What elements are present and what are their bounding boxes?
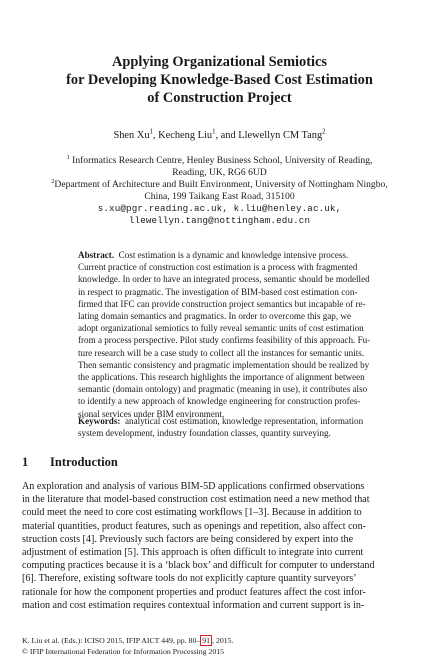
body-line: computing practices because it is a ‘black box’ and difficult for computer to understand — [22, 560, 375, 572]
affiliation-line: $^2$Department of Architecture and Built Environment, University of Nottingham Ningbo, — [51, 177, 388, 190]
body-line: material quantities, product features, such as openings and repetition, also affect con- — [22, 520, 367, 532]
body-line: struction costs [4]. Previously such factors are being considered by expert into the — [22, 533, 354, 545]
section-number: 1 — [22, 455, 29, 469]
abstract-line: Then semantic consistency and pragmatic implementation should be realized by — [78, 359, 370, 370]
title-line: Applying Organizational Semiotics — [111, 54, 328, 70]
abstract-line: to identify a new approach of knowledge engineering for construction profes- — [78, 396, 361, 407]
abstract-label: Abstract. — [78, 250, 115, 260]
author-name: Kecheng Liu — [158, 130, 213, 141]
email-line[interactable]: s.xu@pgr.reading.ac.uk, k.liu@henley.ac.uk, — [97, 203, 342, 214]
affiliation-1 — [30, 155, 409, 179]
abstract — [78, 249, 371, 420]
affiliation-marker: 1 — [212, 128, 216, 136]
abstract-line: Current practice of construction cost estimation is a process with fragmented — [78, 262, 358, 273]
citation-text: , 2015. — [212, 636, 234, 645]
abstract-line: semantic (domain ontology) and pragmatic (meaning in use), it contributes also — [78, 384, 368, 395]
section-heading — [22, 455, 118, 470]
body-line: adjustment of estimation [5]. This approach is often difficult to integrate into current — [22, 547, 364, 559]
email-line[interactable]: llewellyn.tang@nottingham.edu.cn — [128, 215, 311, 226]
author-separator: , and — [215, 130, 239, 141]
body-line: could meet the need to core cost estimating workflows [1–3]. Because in addition to — [22, 507, 362, 519]
footer — [22, 636, 234, 657]
title-line: for Developing Knowledge-Based Cost Estimation — [66, 72, 373, 88]
keywords — [78, 415, 362, 439]
affiliation-marker: 2 — [322, 128, 326, 136]
affiliation-marker: 1 — [149, 128, 153, 136]
abstract-line: in respect to pragmatic. The investigation of BIM-based cost estimation con- — [78, 286, 358, 297]
affiliation-line: China, 199 Taikang East Road, 315100 — [144, 191, 295, 202]
copyright-line: © IFIP International Federation for Information Processing 2015 — [22, 646, 225, 656]
body-line: An exploration and analysis of various BIM-5D applications confirmed observations — [22, 481, 365, 492]
affiliation-marker: 2 — [51, 177, 55, 185]
paper-title — [40, 53, 399, 107]
abstract-line: Cost estimation is a dynamic and knowledge intensive process. — [118, 250, 349, 260]
body-line: [6]. Therefore, existing software tools do not explicitly capture quantity surveyors’ — [22, 573, 357, 585]
affiliation-2 — [30, 179, 409, 227]
keywords-line: analytical cost estimation, knowledge representation, information — [124, 416, 364, 426]
affiliation-marker: 1 — [66, 153, 70, 161]
abstract-line: knowledge. In order to have an integrated process, semantic should be modelled — [78, 274, 370, 285]
section-title: Introduction — [50, 455, 118, 469]
abstract-line: the applications. This research highlights the importance of alignment between — [78, 372, 365, 383]
author-name: Llewellyn CM Tang — [238, 130, 323, 141]
abstract-line: adopt organizational semiotics to fully reveal semantic units of cost estimation — [78, 323, 364, 334]
abstract-line: from a process perspective. Pilot study confirms feasibility of this approach. Fu- — [78, 335, 371, 346]
citation-text: K. Liu et al. (Eds.): ICISO 2015, IFIP AICT 449, pp. 80– — [22, 636, 201, 645]
body-line: mation and cost estimation requires contextual information and current support is in- — [22, 599, 365, 611]
abstract-line: firmed that IFC can provide construction project semantics but incapable of re- — [78, 298, 366, 309]
author-name: Shen Xu — [113, 130, 150, 141]
abstract-line: lating domain semantics and pragmatics. In order to overcome this gap, we — [78, 311, 351, 322]
author-separator: , — [152, 130, 159, 141]
keywords-line: system development, industry foundation classes, quantity surveying. — [78, 428, 331, 439]
title-line: of Construction Project — [147, 90, 292, 106]
keywords-label: Keywords: — [78, 416, 121, 426]
body-line: rationale for how the component properties and product features affect the cost infor- — [22, 586, 366, 598]
abstract-line: sional services under BIM environment. — [78, 408, 225, 419]
body-text — [22, 480, 418, 612]
abstract-line: ture research will be a case study to collect all the instances for semantic units. — [78, 347, 365, 358]
page-link[interactable]: 91 — [202, 636, 211, 645]
affiliation-line: $^1$ Informatics Research Centre, Henley Business School, University of Reading, — [66, 153, 373, 166]
body-line: in the literature that model-based construction cost estimation need a new method that — [22, 494, 370, 506]
affiliation-line: Reading, UK, RG6 6UD — [172, 167, 267, 178]
author-list — [0, 130, 439, 141]
